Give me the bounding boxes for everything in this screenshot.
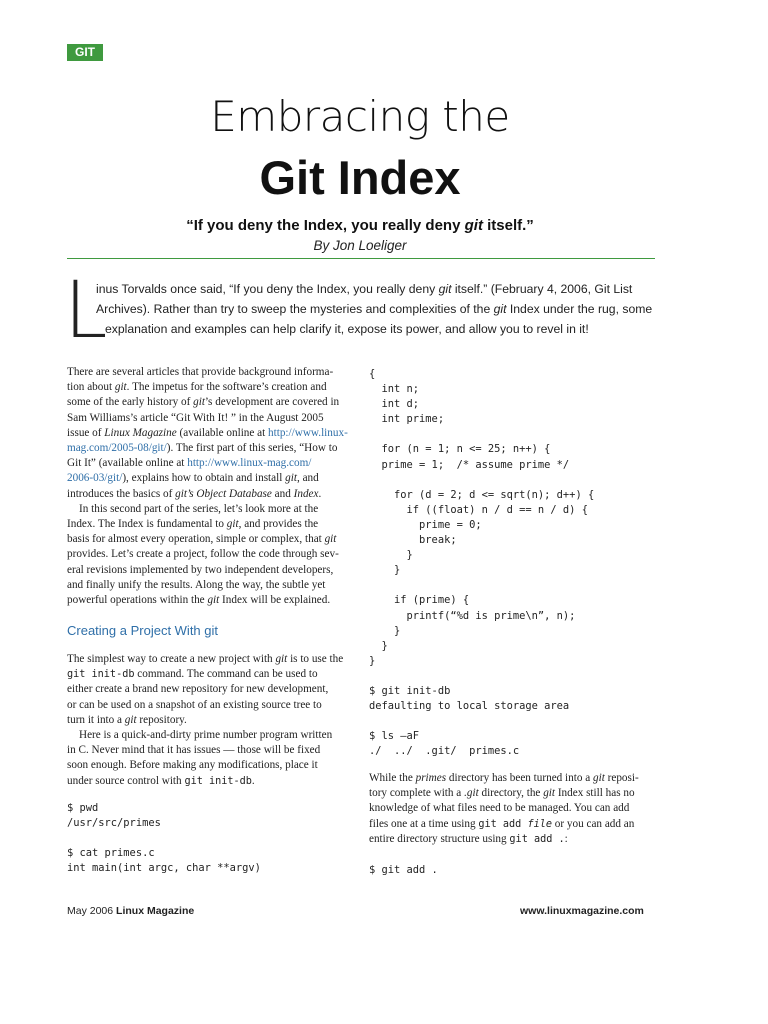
text: ), explains how to obtain and install — [122, 472, 286, 485]
left-column — [67, 365, 355, 608]
text: Here is a quick-and-dirty prime number program written — [79, 729, 333, 742]
inline-code-em: file — [527, 818, 552, 830]
lead-text: Archives). Rather than try to sweep the mysteries and complexities of the — [96, 302, 494, 316]
inline-code: git add — [478, 818, 528, 830]
text: command. The command can be used to — [134, 668, 318, 681]
text: directory, the — [478, 787, 544, 800]
lead-text: itself.” (February 4, 2006, Git List — [451, 282, 633, 296]
inline-code: git add . — [509, 833, 565, 845]
lead-line-3: explanation and examples can help clarify it, expose its power, and allow you to revel in it! — [105, 322, 589, 336]
left-column-lower — [67, 652, 355, 789]
text: introduces the basics of — [67, 487, 176, 500]
text: Index still has no — [555, 787, 635, 800]
text: : — [564, 832, 568, 845]
text: directory has been turned into a — [446, 772, 594, 784]
text: (available online at — [176, 426, 269, 439]
text: entire directory structure using — [369, 832, 510, 845]
text: and finally unify the results. Along the way, the subtle yet — [67, 578, 326, 591]
text: issue of — [67, 426, 105, 439]
header-divider — [67, 258, 655, 259]
text: turn it into a — [67, 713, 125, 726]
article-link-2b[interactable]: 2006-03/git/ — [67, 472, 123, 485]
text: , and provides the — [238, 518, 319, 531]
text: There are several articles that provide background informa- — [67, 366, 334, 378]
text: provides. Let’s create a project, follow the code through sev- — [67, 548, 339, 561]
text: tory complete with a — [369, 787, 465, 800]
text-em: git — [543, 787, 556, 800]
text: eral revisions implemented by two independent developers, — [67, 563, 334, 576]
text: or you can add an — [552, 817, 635, 830]
paragraph-5 — [369, 771, 659, 847]
inline-code: git init-db — [184, 775, 252, 787]
article-title-line2: Git Index — [259, 151, 461, 204]
text: Sam Williams’s article “Git With It! ” in the August 2005 — [67, 411, 324, 424]
lead-em: git — [438, 282, 452, 296]
text: either create a brand new repository for new development, — [67, 683, 329, 696]
pull-quote — [0, 217, 720, 234]
text: Index. The Index is fundamental to — [67, 518, 227, 531]
paragraph-2 — [67, 502, 355, 608]
text: ). The first part of this series, “How to — [166, 442, 338, 455]
text: under source control with — [67, 774, 185, 787]
text: ’s development are covered in — [204, 396, 340, 409]
text: files one at a time using — [369, 817, 479, 830]
text-em: git — [324, 533, 337, 546]
text: In this second part of the series, let’s look more at the — [79, 502, 319, 515]
text: and — [271, 487, 294, 500]
text-em: git — [593, 772, 605, 784]
text-em: git’s Object Database — [175, 487, 272, 500]
paragraph-1 — [67, 365, 355, 502]
section-heading: Creating a Project With git — [67, 623, 219, 638]
text: repository. — [136, 713, 187, 726]
text: Index will be explained. — [219, 594, 331, 607]
text: powerful operations within the — [67, 594, 208, 607]
text: some of the early history of — [67, 396, 194, 409]
footer-url[interactable]: www.linuxmagazine.com — [520, 905, 644, 917]
text: . The impetus for the software’s creation and — [126, 381, 327, 394]
text-em: git — [285, 472, 297, 485]
footer-date: May 2006 — [67, 905, 117, 917]
text: Git It” (available online at — [67, 457, 188, 470]
inline-code: git init-db — [67, 669, 135, 681]
paragraph-4 — [67, 728, 355, 789]
code-block-2: { int n; int d; int prime; for (n = 1; n <= 25; n++) { prime = 1; /* assume prime */ for (d = 2; d <= sqrt(n); d++) { if ((float) n / d == n / d) { prime = 0; break; } } if (prime) { printf(“%d is prime\n”, n); } } } $ git init-db defaulting to local storage area $ ls –aF ./ ../ .git/ primes.c — [369, 368, 595, 758]
paragraph-3 — [67, 652, 355, 728]
drop-cap: L — [64, 266, 108, 356]
pull-quote-pre: “If you deny the Index, you really deny — [186, 217, 465, 234]
text: basis for almost every operation, simple or complex, that — [67, 533, 325, 546]
pull-quote-em: git — [464, 217, 483, 234]
text-em: git — [114, 381, 127, 394]
lead-text: inus Torvalds once said, “If you deny the Index, you really deny — [96, 282, 439, 296]
text-em: .git — [464, 787, 479, 800]
text: , and — [296, 472, 319, 485]
lead-text: Index under the rug, some — [506, 302, 653, 316]
text-em: git — [207, 594, 220, 607]
footer-magazine: Linux Magazine — [116, 905, 195, 917]
lead-em: git — [493, 302, 507, 316]
text: is to use the — [287, 653, 344, 665]
text-em: git — [226, 518, 239, 531]
magazine-name: Linux Magazine — [104, 426, 177, 439]
article-link-1a[interactable]: http://www.linux- — [268, 426, 348, 439]
code-block-3: $ git add . — [369, 864, 438, 876]
text: soon enough. Before making any modifications, place it — [67, 759, 318, 772]
text: or can be used on a snapshot of an existing source tree to — [67, 698, 322, 711]
text-em: git — [193, 396, 205, 409]
text: knowledge of what files need to be managed. You can add — [369, 802, 630, 815]
text: While the — [369, 772, 416, 784]
lead-line-1 — [96, 282, 632, 296]
right-column-text — [369, 771, 659, 847]
text-em: primes — [415, 772, 447, 784]
article-link-2a[interactable]: http://www.linux-mag.com/ — [187, 457, 312, 470]
text-em: git — [275, 653, 288, 665]
code-block-1: $ pwd /usr/src/primes $ cat primes.c int main(int argc, char **argv) — [67, 802, 261, 875]
text: in C. Never mind that it has issues — those will be fixed — [67, 744, 321, 757]
footer-left — [67, 905, 194, 917]
text-em: Index — [293, 487, 319, 500]
article-title-line1: Embracing the — [210, 92, 510, 141]
section-tag: GIT — [67, 44, 103, 61]
pull-quote-post: itself.” — [482, 217, 534, 234]
byline: By Jon Loeliger — [313, 238, 407, 253]
text: . — [318, 487, 322, 500]
article-link-1b[interactable]: mag.com/2005-08/git/ — [67, 442, 167, 455]
text: The simplest way to create a new project with — [67, 653, 276, 665]
text: reposi- — [604, 772, 639, 784]
lead-line-2 — [96, 302, 652, 316]
text-em: git — [124, 713, 137, 726]
text: tion about — [67, 381, 115, 394]
text: . — [251, 774, 255, 787]
